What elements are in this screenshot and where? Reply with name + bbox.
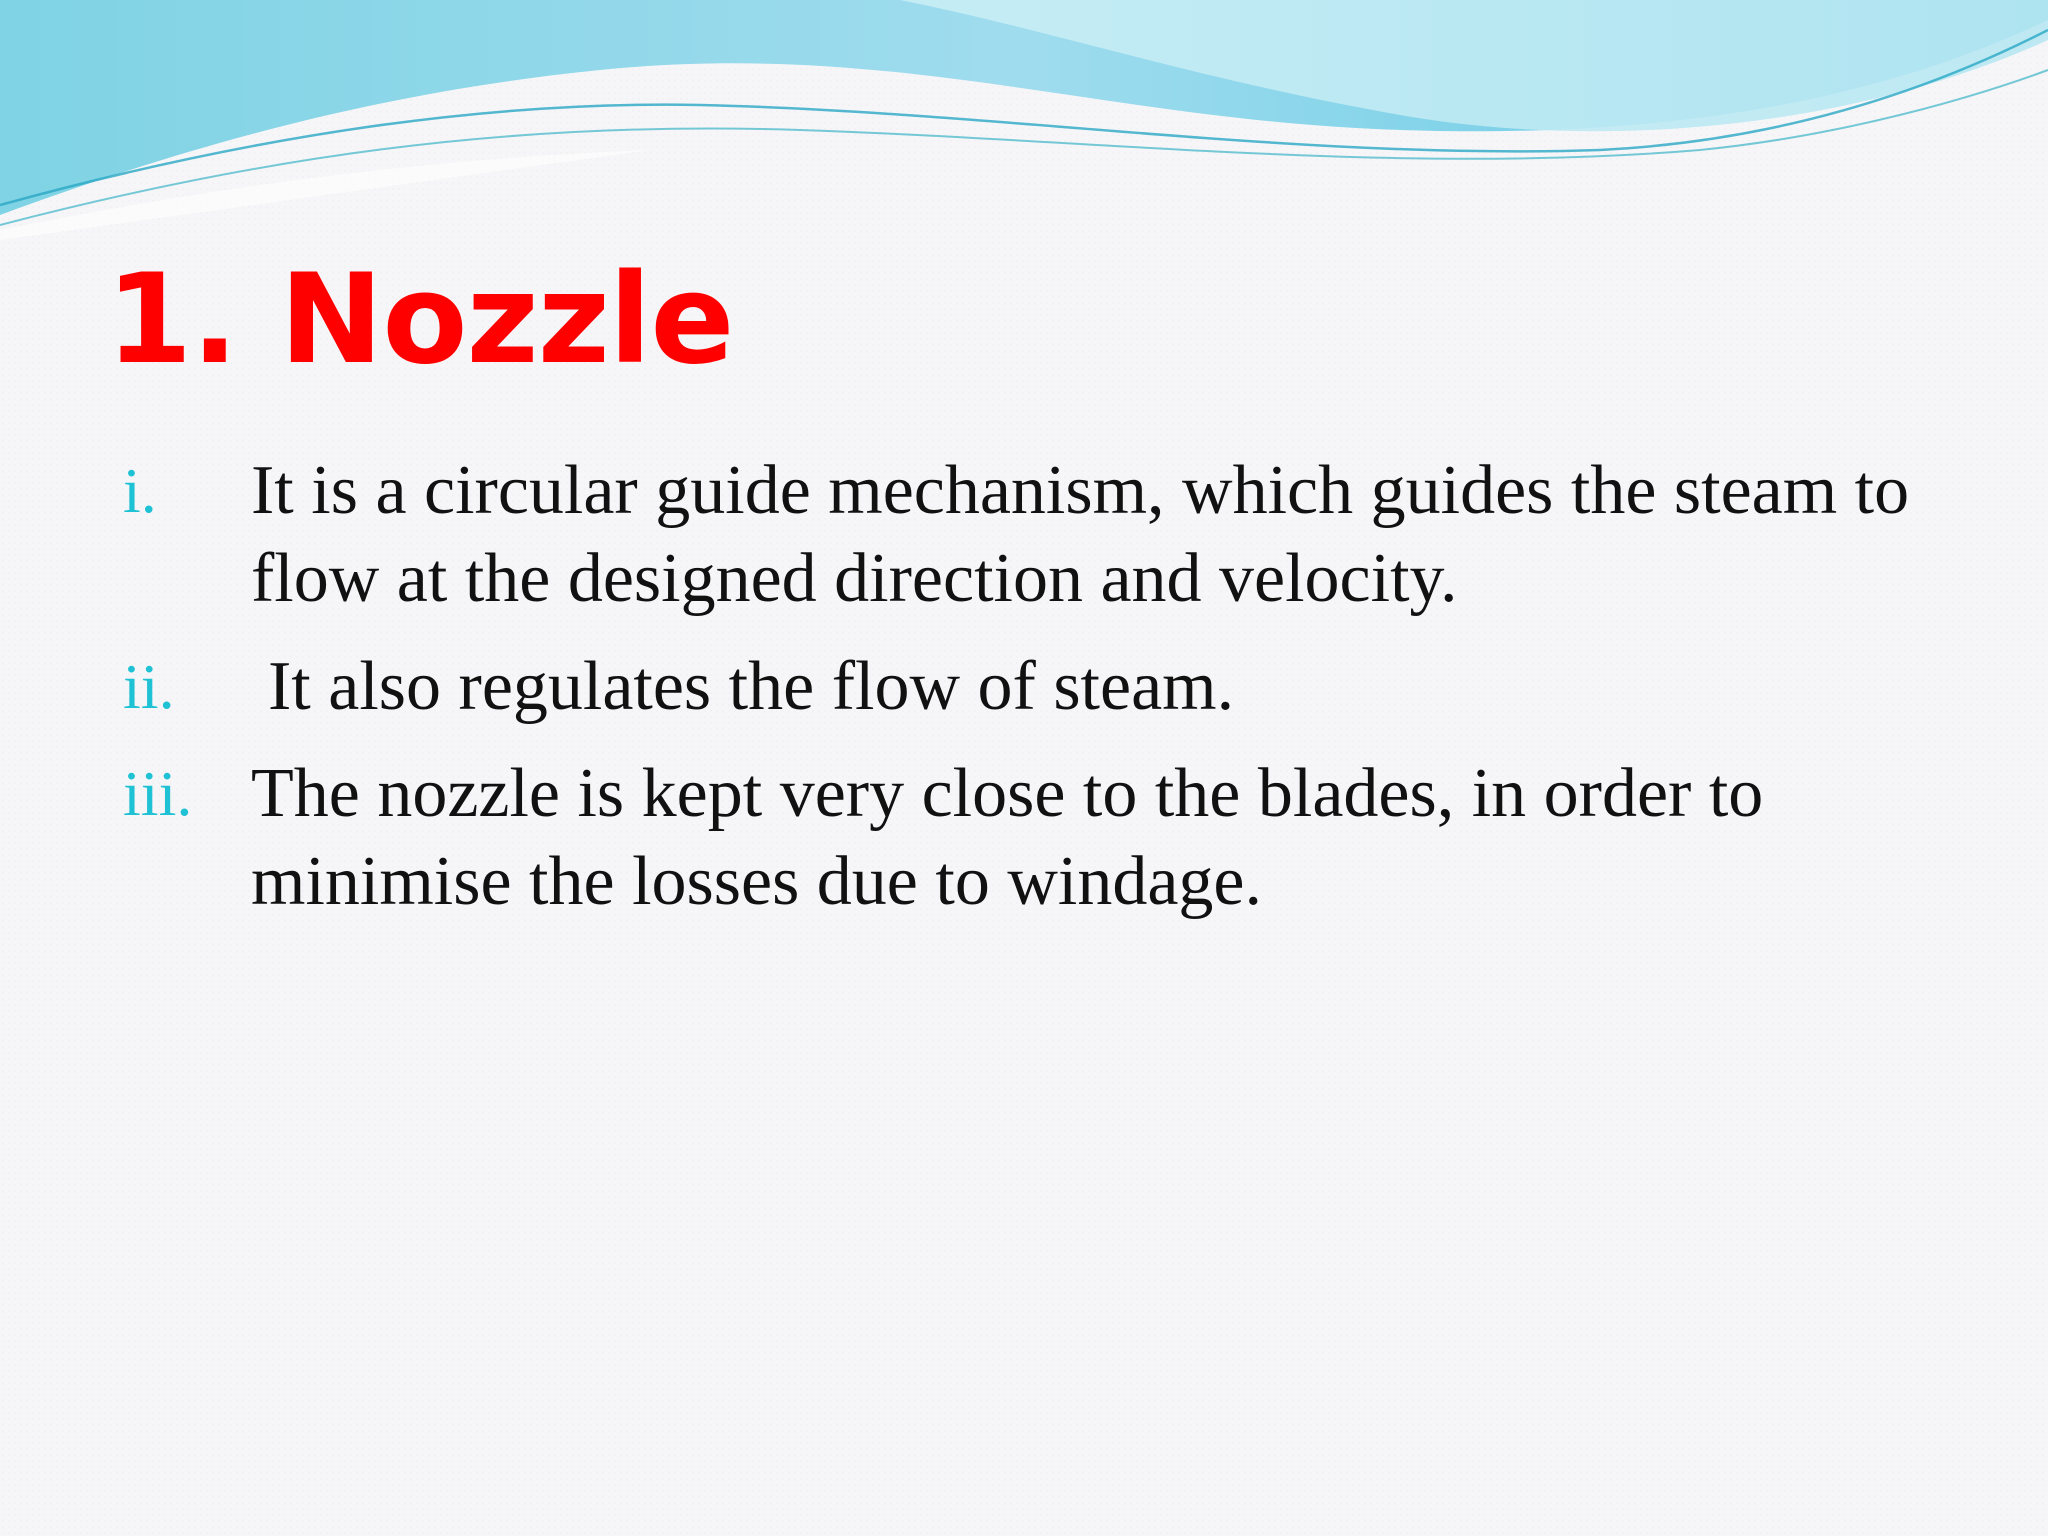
list-item-number: i.	[123, 455, 157, 526]
header-wave-decoration	[0, 0, 2048, 240]
list-item-text: The nozzle is kept very close to the blades, in order to minimise the losses due to windage.	[251, 755, 1764, 920]
list-item-text: It also regulates the flow of steam.	[268, 648, 1235, 725]
list-item-text: It is a circular guide mechanism, which guides the steam to flow at the designed direction and velocity.	[251, 452, 1910, 617]
slide-title: 1. Nozzle	[106, 248, 734, 392]
list-item-number: iii.	[123, 758, 193, 829]
list-item-number: ii.	[123, 651, 175, 722]
